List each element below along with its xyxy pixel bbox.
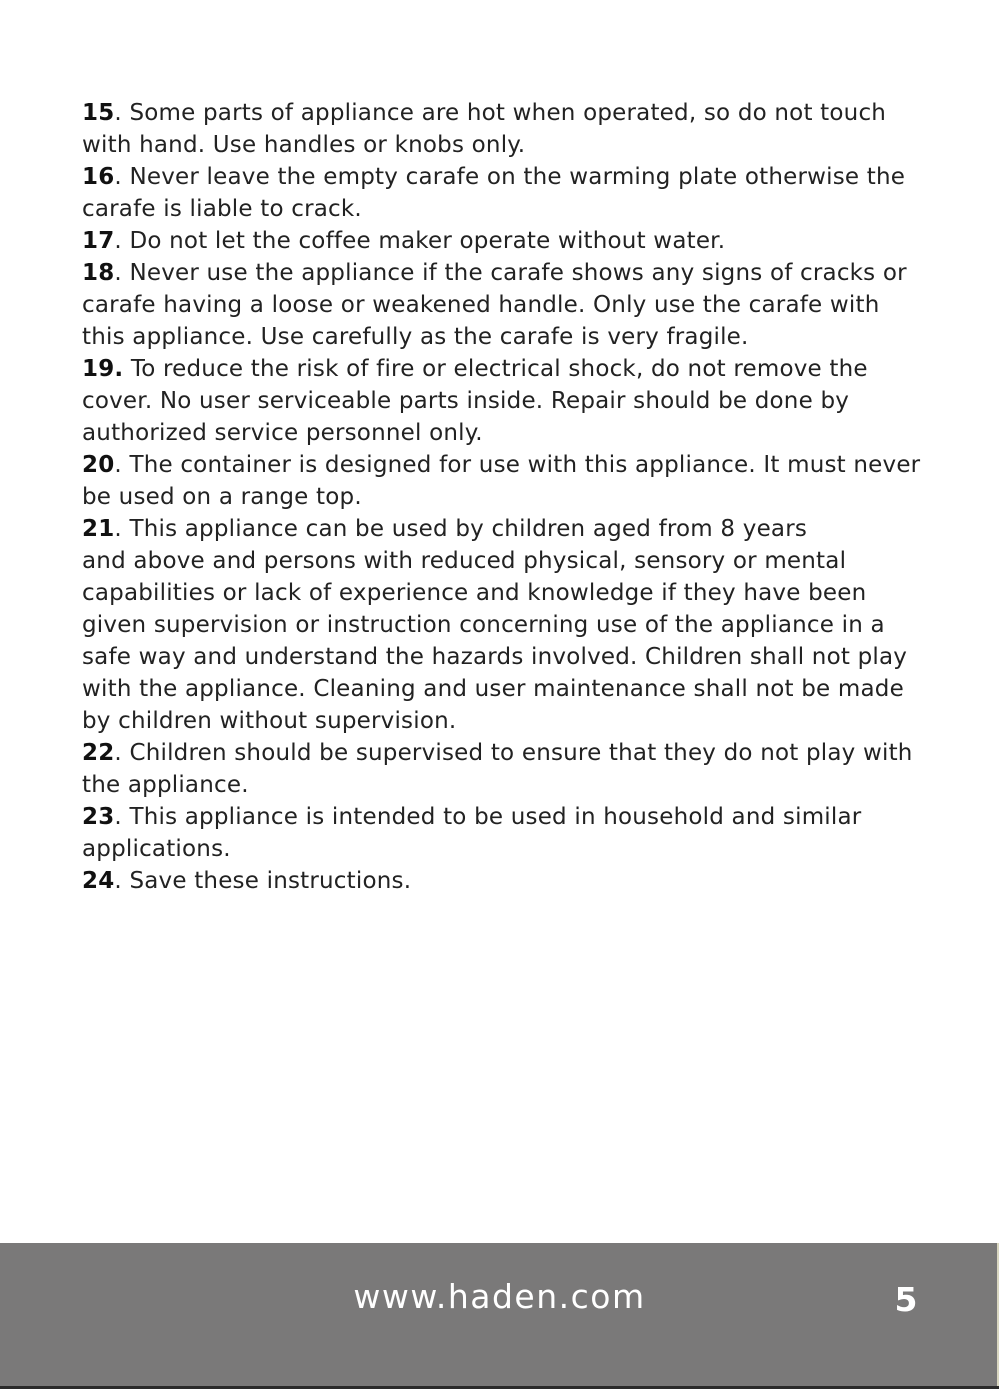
- instruction-item: [82, 513, 932, 737]
- instruction-number-separator: .: [114, 228, 122, 254]
- instruction-number: 15: [82, 100, 115, 126]
- instruction-number: 21: [82, 516, 115, 542]
- instruction-number: 22: [82, 740, 115, 766]
- instruction-line: [82, 193, 932, 225]
- instruction-line: [82, 705, 932, 737]
- instruction-text: be used on a range top.: [82, 484, 362, 510]
- instruction-number-separator: .: [114, 452, 122, 478]
- instruction-line: [82, 97, 932, 129]
- instruction-text: This appliance can be used by children aged from 8 years: [121, 516, 808, 542]
- instruction-text: Save these instructions.: [121, 868, 412, 894]
- instruction-line: [82, 385, 932, 417]
- instruction-line: [82, 449, 932, 481]
- instruction-number: 18: [82, 260, 115, 286]
- instruction-number: 24: [82, 868, 115, 894]
- page-number: 5: [894, 1280, 918, 1319]
- instruction-text: safe way and understand the hazards involved. Children shall not play: [82, 644, 908, 670]
- instruction-item: [82, 161, 932, 225]
- instruction-line: [82, 129, 932, 161]
- instruction-text: Never leave the empty carafe on the warming plate otherwise the: [121, 164, 906, 190]
- instruction-line: [82, 545, 932, 577]
- instruction-line: [82, 289, 932, 321]
- instruction-text: with the appliance. Cleaning and user maintenance shall not be made: [82, 676, 904, 702]
- instruction-number: 16: [82, 164, 115, 190]
- instruction-text: capabilities or lack of experience and knowledge if they have been: [82, 580, 867, 606]
- instruction-line: [82, 161, 932, 193]
- instruction-line: [82, 257, 932, 289]
- instructions-list: [82, 97, 932, 897]
- instruction-number-separator: .: [114, 740, 122, 766]
- instruction-number: 20: [82, 452, 115, 478]
- instruction-line: [82, 609, 932, 641]
- instruction-item: [82, 257, 932, 353]
- instruction-line: [82, 641, 932, 673]
- instruction-line: [82, 577, 932, 609]
- instruction-text: given supervision or instruction concerning use of the appliance in a: [82, 612, 885, 638]
- instruction-item: [82, 865, 932, 897]
- instruction-text: the appliance.: [82, 772, 249, 798]
- instruction-number-separator: .: [114, 260, 122, 286]
- instruction-text: To reduce the risk of fire or electrical shock, do not remove the: [123, 356, 868, 382]
- instruction-number-separator: .: [114, 868, 122, 894]
- instruction-line: [82, 513, 932, 545]
- instruction-item: [82, 225, 932, 257]
- instruction-number: 19.: [82, 356, 124, 382]
- instruction-text: The container is designed for use with this appliance. It must never: [121, 452, 921, 478]
- instruction-text: Never use the appliance if the carafe shows any signs of cracks or: [121, 260, 907, 286]
- instruction-item: [82, 353, 932, 449]
- instruction-text: This appliance is intended to be used in household and similar: [121, 804, 862, 830]
- instruction-text: applications.: [82, 836, 231, 862]
- instruction-number-separator: .: [114, 100, 122, 126]
- instruction-line: [82, 801, 932, 833]
- instruction-text: Some parts of appliance are hot when operated, so do not touch: [121, 100, 887, 126]
- instruction-line: [82, 481, 932, 513]
- instruction-line: [82, 417, 932, 449]
- instruction-number-separator: .: [114, 516, 122, 542]
- instruction-number-separator: .: [114, 804, 122, 830]
- instruction-line: [82, 353, 932, 385]
- instruction-number: 23: [82, 804, 115, 830]
- instruction-number: 17: [82, 228, 115, 254]
- instruction-line: [82, 225, 932, 257]
- instruction-item: [82, 737, 932, 801]
- instruction-text: carafe is liable to crack.: [82, 196, 362, 222]
- instruction-item: [82, 449, 932, 513]
- instruction-line: [82, 737, 932, 769]
- instruction-text: cover. No user serviceable parts inside. Repair should be done by: [82, 388, 850, 414]
- instruction-line: [82, 673, 932, 705]
- instruction-text: with hand. Use handles or knobs only.: [82, 132, 526, 158]
- instruction-text: by children without supervision.: [82, 708, 457, 734]
- instruction-line: [82, 833, 932, 865]
- instruction-number-separator: .: [114, 164, 122, 190]
- instruction-item: [82, 97, 932, 161]
- instruction-text: and above and persons with reduced physical, sensory or mental: [82, 548, 847, 574]
- instruction-item: [82, 801, 932, 865]
- instruction-text: authorized service personnel only.: [82, 420, 483, 446]
- instruction-line: [82, 321, 932, 353]
- instruction-line: [82, 769, 932, 801]
- instruction-text: Children should be supervised to ensure that they do not play with: [121, 740, 913, 766]
- instruction-text: Do not let the coffee maker operate without water.: [121, 228, 726, 254]
- instruction-text: this appliance. Use carefully as the carafe is very fragile.: [82, 324, 749, 350]
- instruction-line: [82, 865, 932, 897]
- instruction-text: carafe having a loose or weakened handle. Only use the carafe with: [82, 292, 880, 318]
- footer-website-url: www.haden.com: [353, 1277, 646, 1316]
